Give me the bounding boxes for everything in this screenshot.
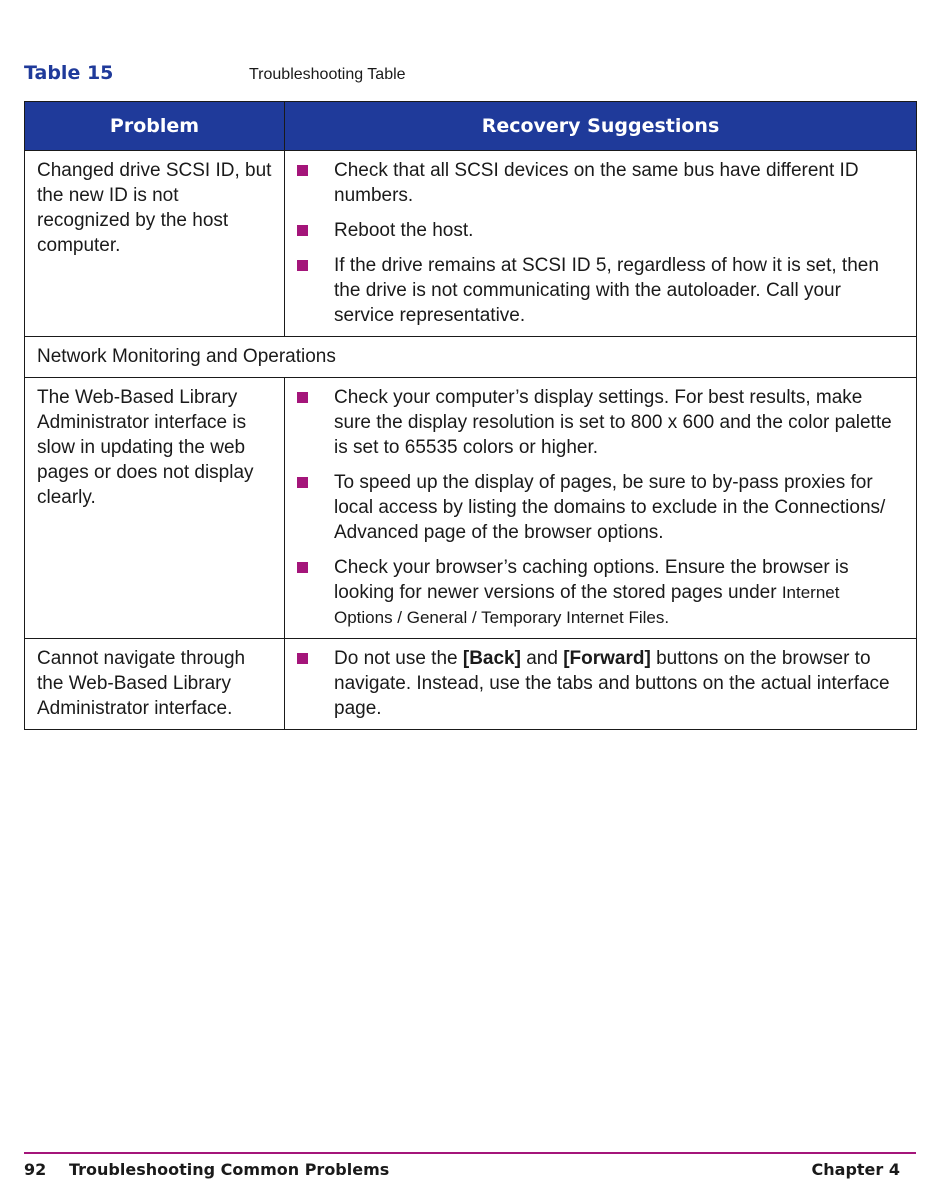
footer-chapter: Chapter 4: [811, 1160, 900, 1179]
suggestion-list: [297, 385, 902, 630]
square-bullet-icon: [297, 165, 308, 176]
suggestion-item: [297, 646, 902, 721]
suggestion-text: Check that all SCSI devices on the same bus have different ID numbers.: [334, 160, 859, 206]
troubleshooting-table: [24, 101, 917, 730]
suggestion-text: Check your computer’s display settings. For best results, make sure the display resolution is set to 800 x 600 and the color palette is set to 65535 colors or higher.: [334, 387, 892, 458]
suggestion-text-mid: and: [520, 648, 564, 669]
footer-section-title: Troubleshooting Common Problems: [69, 1160, 390, 1179]
table-row: [25, 151, 917, 337]
square-bullet-icon: [297, 477, 308, 488]
page-number: 92: [24, 1160, 47, 1179]
problem-cell: Cannot navigate through the Web-Based Library Administrator interface.: [25, 639, 285, 730]
table-header-row: [25, 102, 917, 151]
suggestion-item: [297, 470, 902, 545]
square-bullet-icon: [297, 392, 308, 403]
suggestion-item: [297, 218, 902, 243]
section-heading: Network Monitoring and Operations: [25, 337, 917, 378]
recovery-cell: [285, 378, 917, 639]
header-recovery-suggestions: Recovery Suggestions: [285, 102, 917, 151]
suggestion-list: [297, 158, 902, 328]
suggestion-item: [297, 158, 902, 208]
square-bullet-icon: [297, 225, 308, 236]
suggestion-text: To speed up the display of pages, be sure to by-pass proxies for local access by listing the domains to exclude in the Connections/ Advanced page of the browser options.: [334, 472, 886, 543]
table-number: Table 15: [24, 62, 114, 84]
suggestion-text: If the drive remains at SCSI ID 5, regardless of how it is set, then the drive is not communicating with the autoloader. Call your service representative.: [334, 255, 879, 326]
problem-cell: The Web-Based Library Administrator interface is slow in updating the web pages or does not display clearly.: [25, 378, 285, 639]
options-path: Internet Options / General / Temporary Internet Files.: [334, 583, 840, 627]
suggestion-text-post: buttons on the browser to navigate. Instead, use the tabs and buttons on the actual interface page.: [334, 648, 890, 719]
square-bullet-icon: [297, 562, 308, 573]
footer-rule: [24, 1152, 916, 1154]
suggestion-item: [297, 555, 902, 630]
table-title: Troubleshooting Table: [249, 66, 406, 83]
suggestion-list: [297, 646, 902, 721]
suggestion-text-pre: Do not use the: [334, 648, 463, 669]
problem-cell: Changed drive SCSI ID, but the new ID is not recognized by the host computer.: [25, 151, 285, 337]
square-bullet-icon: [297, 653, 308, 664]
suggestion-item: [297, 253, 902, 328]
suggestion-item: [297, 385, 902, 460]
suggestion-text: Reboot the host.: [334, 220, 474, 241]
section-row: [25, 337, 917, 378]
table-row: [25, 639, 917, 730]
back-button-ref: [Back]: [462, 648, 521, 669]
table-caption: [24, 60, 916, 90]
suggestion-text: Check your browser’s caching options. Ensure the browser is looking for newer versions of the stored pages under: [334, 557, 849, 603]
header-problem: Problem: [25, 102, 285, 151]
recovery-cell: [285, 151, 917, 337]
forward-button-ref: [Forward]: [563, 648, 651, 669]
page-footer: [24, 1160, 916, 1182]
table-row: [25, 378, 917, 639]
square-bullet-icon: [297, 260, 308, 271]
recovery-cell: [285, 639, 917, 730]
